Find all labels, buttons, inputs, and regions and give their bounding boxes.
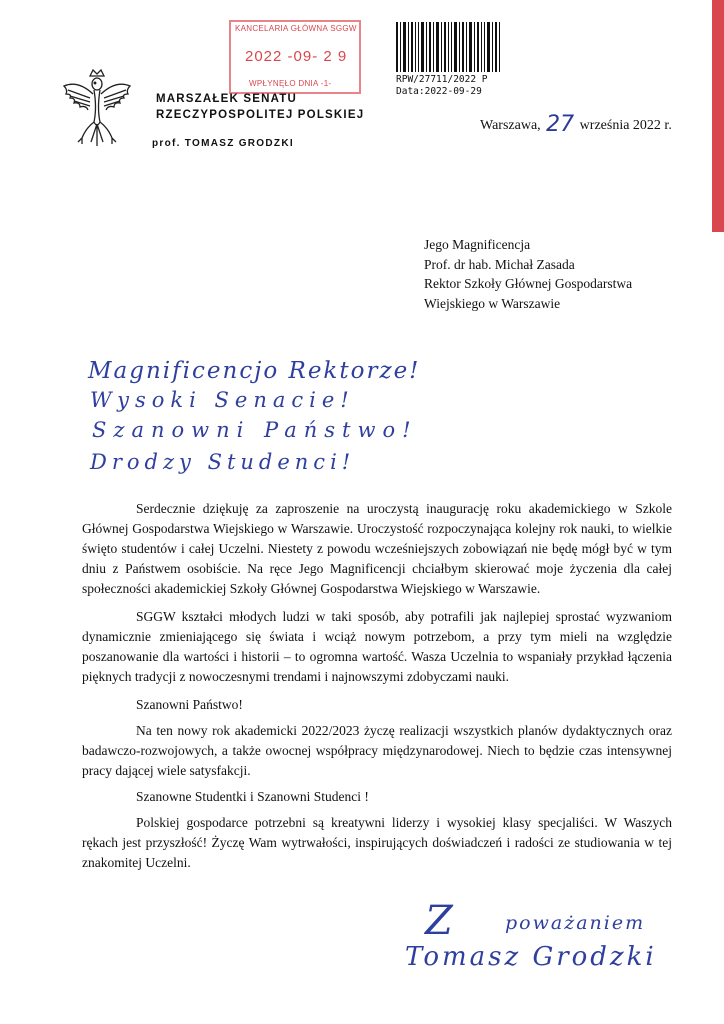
letter-body [82, 499, 672, 873]
registry-date: Data:2022-09-29 [396, 86, 482, 97]
sender-title [156, 91, 364, 123]
body-paragraph-2: SGGW kształci młodych ludzi w taki sposób, aby potrafili jak najlepiej sprostać wyzwaniom dynamicznie zmieniającego się świata i wciąż nowym potrzebom, a przy tym mieli na względzie poszanowanie dla wartości i historii – to ogromna wartość. Wasza Uczelnia to wspaniały przykład łączenia pięknych tradycji z nowoczesnymi trendami i najnowszymi zdobyczami nauki. [82, 609, 672, 684]
red-edge-strip [712, 0, 724, 232]
sender-title-line1: MARSZAŁEK SENATU [156, 93, 298, 105]
recipient-address [424, 235, 632, 313]
sender-name: prof. TOMASZ GRODZKI [152, 138, 294, 149]
body-paragraph-1: Serdecznie dziękuję za zaproszenie na uroczystą inaugurację roku akademickiego w Szkole Głównej Gospodarstwa Wiejskiego w Warszawie. Uroczystość rozpoczynająca kolejny rok nauki, to wielkie święto studentów i całej Uczelni. Niestety z powodu wcześniejszych zobowiązań nie będę mógł być w tym dniu z Państwem osobiście. Na ręce Jego Magnificencji chciałbym skierować moje życzenia dla całej społeczności akademickiej Szkoły Głównej Gospodarstwa Wiejskiego w Warszawie. [82, 501, 672, 596]
greeting-line4: Drodzy Studenci! [90, 450, 356, 474]
stamp-received: WPŁYNĘŁO DNIA -1- [249, 79, 332, 88]
body-paragraph-3: Szanowni Państwo! [136, 697, 243, 712]
letter-date [480, 112, 672, 137]
handwritten-greeting [80, 358, 440, 498]
barcode [396, 22, 500, 72]
date-month-year: września 2022 r. [579, 118, 672, 133]
greeting-line3: Szanowni Państwo! [92, 418, 418, 442]
handwritten-signature [405, 898, 675, 988]
date-day: 27 [546, 112, 575, 137]
body-paragraph-5: Szanowne Studentki i Szanowni Studenci ! [136, 789, 369, 804]
sender-title-line2: RZECZYPOSPOLITEJ POLSKIEJ [156, 109, 365, 121]
stamp-date: 2022 -09- 2 9 [245, 48, 348, 65]
signature-name: Tomasz Grodzki [405, 942, 657, 972]
recipient-line1: Jego Magnificencja [424, 237, 531, 252]
recipient-line4: Wiejskiego w Warszawie [424, 295, 561, 311]
body-paragraph-4: Na ten nowy rok akademicki 2022/2023 życzę realizacji wszystkich planów dydaktycznych oraz badawczo-rozwojowych, a także owocnej współpracy międzynarodowej. Niech to będzie czas intensywnej pracy dającej wiele satysfakcji. [82, 723, 672, 778]
signature-closing: poważaniem [505, 912, 646, 934]
polish-eagle-emblem [60, 68, 134, 152]
body-paragraph-6: Polskiej gospodarce potrzebni są kreatywni liderzy i wysokiej klasy specjaliści. W Waszych rękach jest przyszłość! Życzę Wam wytrwałości, inspirujących doświadczeń i radości ze studiowania w tej znakomitej Uczelni. [82, 815, 672, 870]
registry-info [396, 74, 488, 98]
recipient-line3: Rektor Szkoły Głównej Gospodarstwa [424, 276, 633, 291]
greeting-line2: Wysoki Senacie! [90, 388, 355, 412]
date-city: Warszawa, [480, 118, 541, 133]
received-stamp [229, 20, 361, 94]
recipient-line2: Prof. dr hab. Michał Zasada [424, 256, 575, 272]
registry-number: RPW/27711/2022 P [396, 74, 488, 85]
greeting-line1: Magnificencjo Rektorze! [88, 358, 421, 384]
signature-closing-z: Z [425, 898, 453, 944]
stamp-office: KANCELARIA GŁÓWNA SGGW [235, 24, 357, 33]
